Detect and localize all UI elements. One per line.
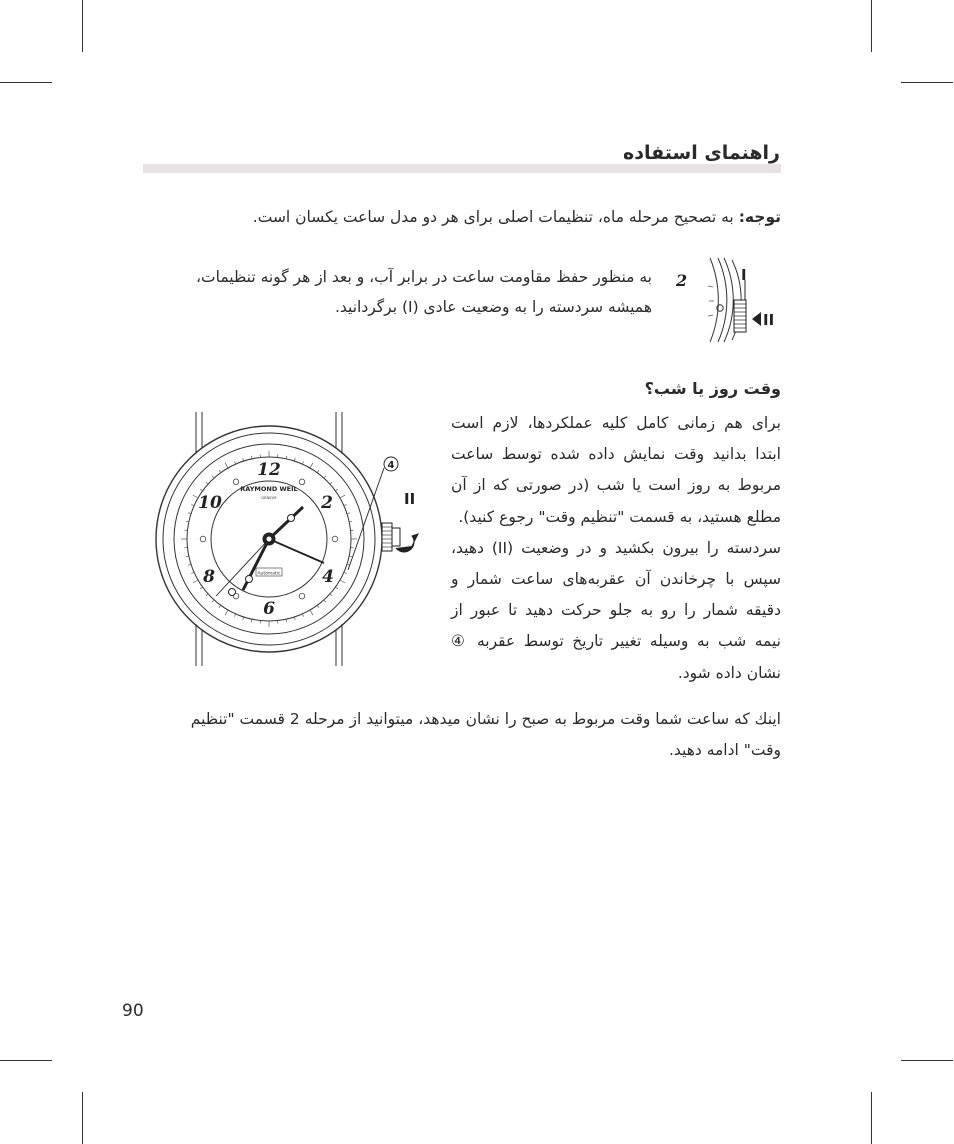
dial-tick xyxy=(286,619,287,622)
hour-marker-dot xyxy=(299,593,305,599)
dial-tick xyxy=(186,521,189,522)
watch-illustration xyxy=(150,412,430,668)
dial-tick xyxy=(347,513,350,514)
dial-number: 2 xyxy=(676,271,688,290)
dial-tick xyxy=(324,600,326,602)
dial-tick xyxy=(349,556,352,557)
hour-marker-dot xyxy=(299,479,305,485)
dial-tick xyxy=(286,456,287,459)
paragraph-line: همیشه سردسته را به وضعیت عادی (I) برگردانید. xyxy=(334,298,652,316)
hour-numeral: 10 xyxy=(198,493,222,513)
dial-tick xyxy=(251,619,252,622)
crop-mark xyxy=(871,0,872,52)
note-label: توجه: xyxy=(738,208,781,226)
dial-tick xyxy=(349,521,352,522)
dial-tick xyxy=(330,482,332,484)
crop-mark xyxy=(901,82,953,83)
crop-mark xyxy=(0,82,52,83)
dial-tick xyxy=(302,461,303,464)
hour-numeral: 2 xyxy=(321,493,333,513)
dial-tick xyxy=(212,476,214,478)
crown-position-label: II xyxy=(404,490,416,508)
paragraph-line: به منظور حفظ مقاومت ساعت در برابر آب، و بعد از هر گونه تنظیمات، xyxy=(196,268,652,286)
dial-tick xyxy=(191,572,194,573)
paragraph-line: اینك كه ساعت شما وقت مربوط به صبح را نشان میدهد، میتوانید از مرحله 2 قسمت "تنظیم xyxy=(190,710,781,728)
dial-tick xyxy=(186,556,189,557)
dial-tick xyxy=(340,580,345,583)
brand-name: RAYMOND WEIL xyxy=(240,485,298,493)
hour-numeral: 4 xyxy=(322,567,334,587)
water-resistance-paragraph xyxy=(132,262,652,322)
dial-tick xyxy=(191,504,194,505)
crown-position-diagram xyxy=(670,256,782,344)
dial-tick xyxy=(294,458,295,461)
title-underline-bar xyxy=(143,164,781,173)
crop-mark xyxy=(82,1092,83,1144)
closing-paragraph xyxy=(141,704,781,766)
paragraph-line: وقت" ادامه دهید. xyxy=(668,741,781,759)
dial-tick xyxy=(206,482,208,484)
paragraph-text: سردسته را بیرون بکشید و در وضعیت (II) دهید، سپس با چرخاندن آن عقربه‌های ساعت شمار و دقیقه شمار را رو به جلو حرکت دهید تا عبور از نیمه شب به وسیله تغییر تاریخ توسط عقربه ④ نشان داده شود. xyxy=(451,538,781,682)
dial-tick xyxy=(206,594,208,596)
hour-marker-dot xyxy=(233,479,239,485)
dial-tick xyxy=(212,600,214,602)
dial-tick xyxy=(219,470,221,472)
dial-tick xyxy=(200,489,202,491)
dial-tick xyxy=(243,458,244,461)
crop-mark xyxy=(0,1060,52,1061)
page-title: راهنمای استفاده xyxy=(622,142,780,164)
brand-city: GENEVE xyxy=(261,495,277,500)
dial-tick xyxy=(200,587,202,589)
dial-tick xyxy=(310,463,313,468)
dial-tick xyxy=(335,587,337,589)
dial-tick xyxy=(225,610,228,615)
dial-tick xyxy=(234,461,235,464)
hour-numeral: 6 xyxy=(263,599,275,619)
crown-position-2-label: II xyxy=(763,311,775,329)
note xyxy=(141,203,781,231)
dial-tick xyxy=(225,463,228,468)
page-number: 90 xyxy=(122,1001,144,1021)
arrow-left-icon xyxy=(752,312,761,326)
dial-tick xyxy=(330,594,332,596)
hour-numeral: 8 xyxy=(203,567,215,587)
dial-tick xyxy=(344,572,347,573)
dial-tick xyxy=(324,476,326,478)
callout-number: 4 xyxy=(387,460,395,471)
dial-tick xyxy=(188,564,191,565)
crown-position-1-label: I xyxy=(741,266,747,284)
dial-tick xyxy=(302,614,303,617)
dial-tick xyxy=(219,605,221,607)
dial-tick xyxy=(310,610,313,615)
dial-tick xyxy=(344,504,347,505)
dial-tick xyxy=(335,489,337,491)
hour-numeral: 12 xyxy=(257,460,281,480)
paragraph-text: برای هم زمانی کامل کلیه عملکردها، لازم است ابتدا بدانید وقت نمایش داده شده توسط ساعت مربوط به روز است یا شب (در صورتی که از آن مطلع هستید، به قسمت "تنظیم وقت" رجوع کنید). xyxy=(451,414,781,526)
hour-marker-dot xyxy=(332,536,338,542)
crop-mark xyxy=(901,1060,953,1061)
crop-mark xyxy=(82,0,83,52)
dial-tick xyxy=(243,617,244,620)
dial-tick xyxy=(340,495,345,498)
hour-marker-dot xyxy=(200,536,206,542)
dial-tick xyxy=(234,614,235,617)
dial-tick xyxy=(193,580,198,583)
dial-tick xyxy=(317,605,319,607)
model-label: Automatic xyxy=(257,571,281,577)
crop-mark xyxy=(871,1092,872,1144)
dial-tick xyxy=(188,513,191,514)
section-heading: وقت روز یا شب؟ xyxy=(644,379,781,398)
dial-tick xyxy=(294,617,295,620)
dial-tick xyxy=(317,470,319,472)
note-text: به تصحیح مرحله ماه، تنظیمات اصلی برای هر دو مدل ساعت یکسان است. xyxy=(252,208,734,226)
day-night-paragraph xyxy=(451,408,781,689)
dial-tick xyxy=(251,456,252,459)
